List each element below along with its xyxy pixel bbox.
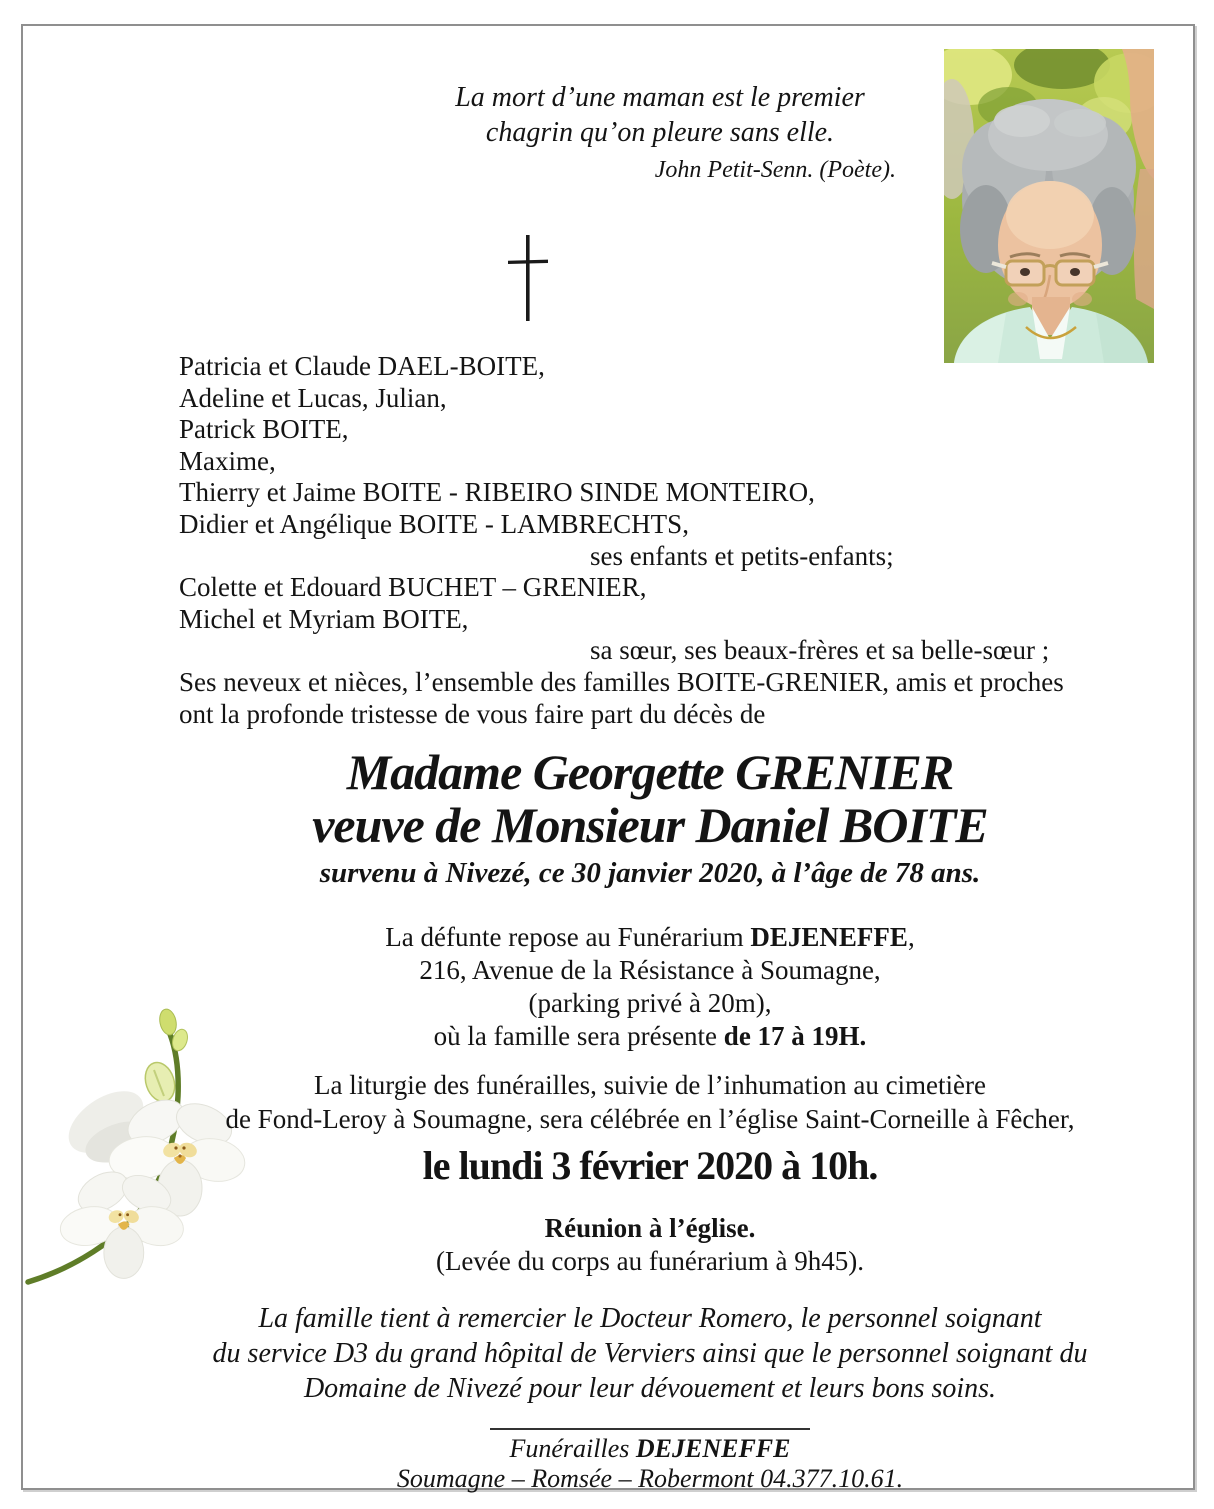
repose-text: où la famille sera présente [433,1021,724,1051]
liturgy-block [110,1068,1190,1136]
repose-parking: (parking privé à 20m), [528,988,772,1018]
opening-quote [420,80,900,188]
thanks-line-3: Domaine de Nivezé pour leur dévouement et leurs bons soins. [303,1373,997,1404]
cross-icon [505,233,551,325]
repose-address: 216, Avenue de la Résistance à Soumagne, [419,955,881,985]
funeral-home-footer [150,1428,1150,1494]
family-line: Didier et Angélique BOITE - LAMBRECHTS, [179,508,689,539]
repose-text: La défunte repose au Funérarium [385,922,751,952]
footer-address: Soumagne – Romsée – Robermont 04.377.10.61. [396,1464,904,1493]
footer-divider [490,1428,810,1430]
family-list [179,351,1139,730]
deceased-name: Madame Georgette GRENIER [346,744,954,800]
visiting-hours: de 17 à 19H. [723,1021,867,1051]
quote-attribution: John Petit-Senn. (Poète). [654,157,896,183]
footer-funeral-home-name: DEJENEFFE [635,1434,791,1463]
family-line: Patricia et Claude DAEL-BOITE, [179,351,545,381]
repose-hours [150,1020,1150,1053]
ceremony-date: le lundi 3 février 2020 à 10h. [422,1143,878,1188]
funeral-home-name: DEJENEFFE [750,922,908,952]
quote-line: La mort d’une maman est le premier [455,82,865,113]
family-line: Thierry et Jaime BOITE - RIBEIRO SINDE MONTEIRO, [179,477,815,508]
family-line: Adeline et Lucas, Julian, [179,382,447,413]
death-info: survenu à Nivezé, ce 30 janvier 2020, à l’âge de 78 ans. [319,857,981,889]
levee-note: (Levée du corps au funérarium à 9h45). [435,1246,865,1276]
family-relation-line: ses enfants et petits-enfants; [590,540,894,571]
portrait-illustration [944,49,1154,363]
family-line: Ses neveux et nièces, l’ensemble des familles BOITE-GRENIER, amis et proches [179,666,1064,697]
deceased-widow-line: veuve de Monsieur Daniel BOITE [312,797,988,853]
repose-text: , [907,922,915,952]
liturgy-line-2: de Fond-Leroy à Soumagne, sera célébrée en l’église Saint-Corneille à Fêcher, [225,1104,1075,1134]
meeting-note: Réunion à l’église. [544,1213,756,1243]
family-line: Patrick BOITE, [179,414,349,445]
repose-line-1 [150,921,1150,954]
quote-line: chagrin qu’on pleure sans elle. [485,117,835,148]
family-line: Colette et Edouard BUCHET – GRENIER, [179,572,647,603]
repose-block [150,921,1150,1053]
thanks-line-2: du service D3 du grand hôpital de Verviers ainsi que le personnel soignant du [212,1338,1088,1369]
deceased-portrait-photo [944,49,1154,363]
family-line: ont la profonde tristesse de vous faire part du décès de [179,698,766,729]
family-line: Maxime, [179,445,276,476]
family-line: Michel et Myriam BOITE, [179,603,469,634]
footer-name-line [150,1434,1150,1464]
footer-text: Funérailles [509,1434,636,1463]
family-relation-line: sa sœur, ses beaux-frères et sa belle-sœur ; [590,635,1050,666]
deceased-title-block [130,746,1170,890]
thanks-line-1: La famille tient à remercier le Docteur Romero, le personnel soignant [258,1303,1042,1334]
liturgy-line-1: La liturgie des funérailles, suivie de l’inhumation au cimetière [313,1070,987,1100]
thanks-block [150,1301,1150,1406]
